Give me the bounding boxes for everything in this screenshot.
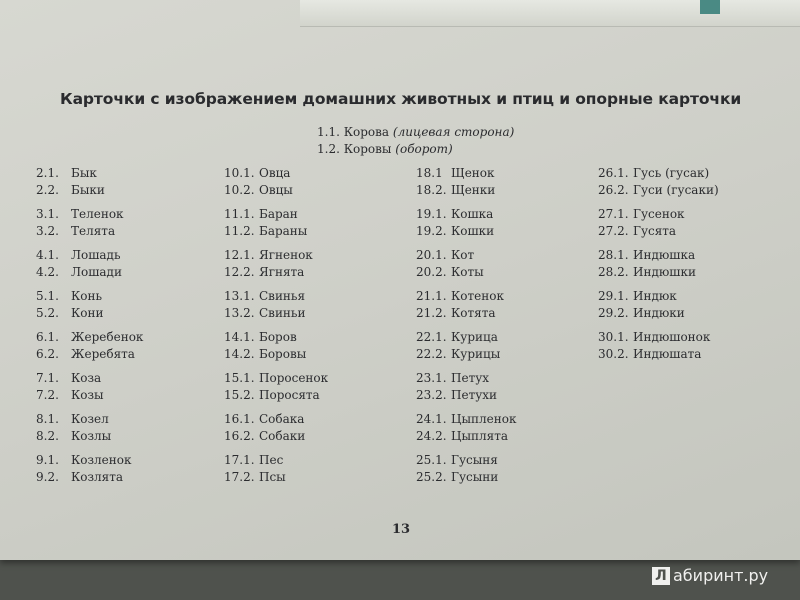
card-group: [36, 248, 143, 282]
card-entry: [416, 265, 516, 282]
card-name: Гусыня: [451, 453, 498, 467]
card-name: Поросенок: [259, 371, 329, 385]
card-name: Гусята: [633, 224, 677, 238]
card-entry: [36, 388, 143, 405]
card-entry: [36, 248, 143, 265]
card-group: [224, 248, 328, 282]
card-name: Собака: [259, 412, 305, 426]
card-number: 23.2.: [416, 388, 447, 402]
card-entry: [416, 224, 516, 241]
card-entry: [416, 330, 516, 347]
card-entry: [36, 224, 143, 241]
card-group: [416, 371, 516, 405]
card-group: [224, 453, 328, 487]
card-entry: [36, 412, 143, 429]
card-number: 28.1.: [598, 248, 629, 262]
card-number: 14.1.: [224, 330, 255, 344]
watermark-text: абиринт.ру: [673, 566, 769, 585]
card-number: 5.2.: [36, 306, 59, 320]
card-number: 16.2.: [224, 429, 255, 443]
card-entry: [416, 347, 516, 364]
card-group: [224, 412, 328, 446]
card-entry: [416, 183, 516, 200]
card-name: Петухи: [451, 388, 498, 402]
card-name: Гусыни: [451, 470, 499, 484]
card-number: 3.2.: [36, 224, 59, 238]
card-name: Индюшка: [633, 248, 696, 262]
card-entry: [416, 248, 516, 265]
card-entry: [36, 453, 143, 470]
card-entry: [598, 265, 719, 282]
card-number: 30.2.: [598, 347, 629, 361]
card-name: Индюки: [633, 306, 685, 320]
card-name: Индюшонок: [633, 330, 711, 344]
card-number: 15.1.: [224, 371, 255, 385]
card-name: Кони: [71, 306, 104, 320]
card-entry: [36, 429, 143, 446]
intro-name: Корова: [343, 125, 390, 139]
card-name: Коза: [71, 371, 102, 385]
card-name: Поросята: [259, 388, 320, 402]
card-number: 22.2.: [416, 347, 447, 361]
card-number: 5.1.: [36, 289, 59, 303]
card-group: [36, 412, 143, 446]
card-group: [598, 330, 719, 364]
card-name: Гусь (гусак): [633, 166, 710, 180]
card-name: Лошадь: [71, 248, 121, 262]
card-group: [224, 330, 328, 364]
intro-name: Коровы: [343, 142, 392, 156]
card-name: Индюшки: [633, 265, 696, 279]
card-number: 11.2.: [224, 224, 255, 238]
card-name: Щенки: [451, 183, 496, 197]
card-group: [416, 330, 516, 364]
card-name: Индюшата: [633, 347, 702, 361]
watermark-badge: Л: [652, 567, 670, 585]
card-entry: [224, 166, 328, 183]
card-name: Боровы: [259, 347, 307, 361]
card-group: [36, 453, 143, 487]
card-number: 24.2.: [416, 429, 447, 443]
card-name: Индюк: [633, 289, 677, 303]
card-entry: [224, 429, 328, 446]
card-entry: [224, 453, 328, 470]
card-name: Жеребенок: [71, 330, 144, 344]
card-number: 14.2.: [224, 347, 255, 361]
card-number: 27.1.: [598, 207, 629, 221]
card-number: 24.1.: [416, 412, 447, 426]
card-group: [416, 289, 516, 323]
card-name: Псы: [259, 470, 286, 484]
card-entry: [416, 470, 516, 487]
card-name: Кошка: [451, 207, 494, 221]
card-entry: [224, 330, 328, 347]
card-entry: [416, 371, 516, 388]
card-entry: [598, 183, 719, 200]
intro-note: (лицевая сторона): [392, 125, 515, 139]
card-group: [416, 412, 516, 446]
intro-list: [317, 125, 514, 159]
card-entry: [224, 388, 328, 405]
card-entry: [224, 412, 328, 429]
card-name: Гуси (гусаки): [633, 183, 719, 197]
card-entry: [598, 207, 719, 224]
card-group: [598, 166, 719, 200]
card-number: 25.2.: [416, 470, 447, 484]
card-entry: [224, 224, 328, 241]
card-number: 2.2.: [36, 183, 59, 197]
card-name: Жеребята: [71, 347, 135, 361]
card-number: 29.1.: [598, 289, 629, 303]
card-entry: [416, 429, 516, 446]
card-number: 9.1.: [36, 453, 59, 467]
card-group: [36, 207, 143, 241]
card-group: [224, 289, 328, 323]
card-group: [598, 248, 719, 282]
card-name: Бараны: [259, 224, 308, 238]
card-group: [416, 453, 516, 487]
card-number: 26.2.: [598, 183, 629, 197]
card-name: Кошки: [451, 224, 495, 238]
card-entry: [36, 166, 143, 183]
card-number: 13.2.: [224, 306, 255, 320]
card-name: Щенок: [451, 166, 495, 180]
card-name: Овца: [259, 166, 291, 180]
card-number: 2.1.: [36, 166, 59, 180]
card-name: Козленок: [71, 453, 132, 467]
card-number: 18.2.: [416, 183, 447, 197]
card-entry: [598, 330, 719, 347]
page-heading: Карточки с изображением домашних животных и птиц и опорные карточки: [60, 90, 742, 108]
card-name: Лошади: [71, 265, 122, 279]
intro-note: (оборот): [395, 142, 453, 156]
card-number: 6.2.: [36, 347, 59, 361]
intro-number: 1.2.: [317, 142, 340, 156]
card-entry: [224, 306, 328, 323]
card-entry: [416, 388, 516, 405]
card-name: Конь: [71, 289, 103, 303]
card-entry: [36, 371, 143, 388]
card-number: 8.1.: [36, 412, 59, 426]
card-number: 6.1.: [36, 330, 59, 344]
card-entry: [36, 289, 143, 306]
card-name: Курицы: [451, 347, 501, 361]
card-entry: [416, 166, 516, 183]
card-number: 9.2.: [36, 470, 59, 484]
card-group: [416, 207, 516, 241]
page-edge-mark: [700, 0, 720, 14]
card-group: [36, 289, 143, 323]
card-group: [598, 289, 719, 323]
card-name: Курица: [451, 330, 498, 344]
card-name: Козлы: [71, 429, 112, 443]
card-number: 23.1.: [416, 371, 447, 385]
card-name: Цыплята: [451, 429, 508, 443]
card-name: Баран: [259, 207, 298, 221]
card-entry: [416, 306, 516, 323]
card-name: Быки: [71, 183, 105, 197]
card-group: [416, 166, 516, 200]
card-entry: [598, 289, 719, 306]
card-name: Козел: [71, 412, 109, 426]
card-entry: [598, 347, 719, 364]
card-entry: [224, 470, 328, 487]
card-entry: [36, 207, 143, 224]
card-number: 12.2.: [224, 265, 255, 279]
card-entry: [416, 207, 516, 224]
card-entry: [416, 412, 516, 429]
card-number: 18.1: [416, 166, 443, 180]
card-number: 3.1.: [36, 207, 59, 221]
card-number: 17.1.: [224, 453, 255, 467]
card-name: Теленок: [71, 207, 124, 221]
card-name: Кот: [451, 248, 475, 262]
card-number: 10.1.: [224, 166, 255, 180]
card-number: 15.2.: [224, 388, 255, 402]
card-entry: [36, 183, 143, 200]
card-number: 21.1.: [416, 289, 447, 303]
card-name: Ягнята: [259, 265, 305, 279]
card-name: Свинья: [259, 289, 306, 303]
card-name: Петух: [451, 371, 490, 385]
card-name: Гусенок: [633, 207, 685, 221]
card-group: [224, 207, 328, 241]
card-number: 17.2.: [224, 470, 255, 484]
card-group: [36, 371, 143, 405]
card-name: Коты: [451, 265, 484, 279]
card-name: Ягненок: [259, 248, 313, 262]
card-number: 29.2.: [598, 306, 629, 320]
card-number: 20.2.: [416, 265, 447, 279]
card-column-1: [36, 166, 143, 494]
card-entry: [598, 166, 719, 183]
card-group: [36, 166, 143, 200]
card-entry: [36, 470, 143, 487]
card-number: 19.1.: [416, 207, 447, 221]
intro-line: [317, 125, 514, 142]
card-entry: [224, 265, 328, 282]
card-entry: [416, 289, 516, 306]
card-entry: [598, 224, 719, 241]
card-number: 25.1.: [416, 453, 447, 467]
card-name: Телята: [71, 224, 116, 238]
card-name: Собаки: [259, 429, 306, 443]
card-name: Котенок: [451, 289, 504, 303]
card-number: 10.2.: [224, 183, 255, 197]
intro-line: [317, 142, 514, 159]
card-column-2: [224, 166, 328, 494]
card-name: Свиньи: [259, 306, 306, 320]
card-entry: [36, 265, 143, 282]
card-number: 8.2.: [36, 429, 59, 443]
card-number: 16.1.: [224, 412, 255, 426]
card-entry: [36, 347, 143, 364]
card-name: Цыпленок: [451, 412, 517, 426]
card-entry: [224, 289, 328, 306]
card-number: 30.1.: [598, 330, 629, 344]
card-column-4: [598, 166, 719, 371]
card-group: [224, 166, 328, 200]
card-group: [36, 330, 143, 364]
card-name: Пес: [259, 453, 284, 467]
card-entry: [224, 248, 328, 265]
card-name: Боров: [259, 330, 297, 344]
card-number: 11.1.: [224, 207, 255, 221]
card-name: Овцы: [259, 183, 293, 197]
card-name: Котята: [451, 306, 496, 320]
card-number: 19.2.: [416, 224, 447, 238]
card-name: Козлята: [71, 470, 124, 484]
card-number: 28.2.: [598, 265, 629, 279]
card-number: 22.1.: [416, 330, 447, 344]
card-column-3: [416, 166, 516, 494]
card-entry: [224, 347, 328, 364]
page-number: 13: [392, 522, 411, 537]
card-entry: [598, 306, 719, 323]
card-entry: [224, 207, 328, 224]
card-number: 7.1.: [36, 371, 59, 385]
card-name: Козы: [71, 388, 104, 402]
card-number: 13.1.: [224, 289, 255, 303]
card-number: 7.2.: [36, 388, 59, 402]
card-group: [224, 371, 328, 405]
card-entry: [36, 306, 143, 323]
card-number: 4.1.: [36, 248, 59, 262]
card-group: [598, 207, 719, 241]
card-number: 20.1.: [416, 248, 447, 262]
card-number: 4.2.: [36, 265, 59, 279]
card-entry: [224, 183, 328, 200]
watermark-logo: [652, 566, 768, 585]
card-entry: [224, 371, 328, 388]
intro-number: 1.1.: [317, 125, 340, 139]
card-entry: [36, 330, 143, 347]
card-number: 27.2.: [598, 224, 629, 238]
card-name: Бык: [71, 166, 97, 180]
card-group: [416, 248, 516, 282]
card-number: 21.2.: [416, 306, 447, 320]
card-entry: [598, 248, 719, 265]
card-number: 26.1.: [598, 166, 629, 180]
card-entry: [416, 453, 516, 470]
card-number: 12.1.: [224, 248, 255, 262]
next-page-edge: [300, 0, 800, 27]
